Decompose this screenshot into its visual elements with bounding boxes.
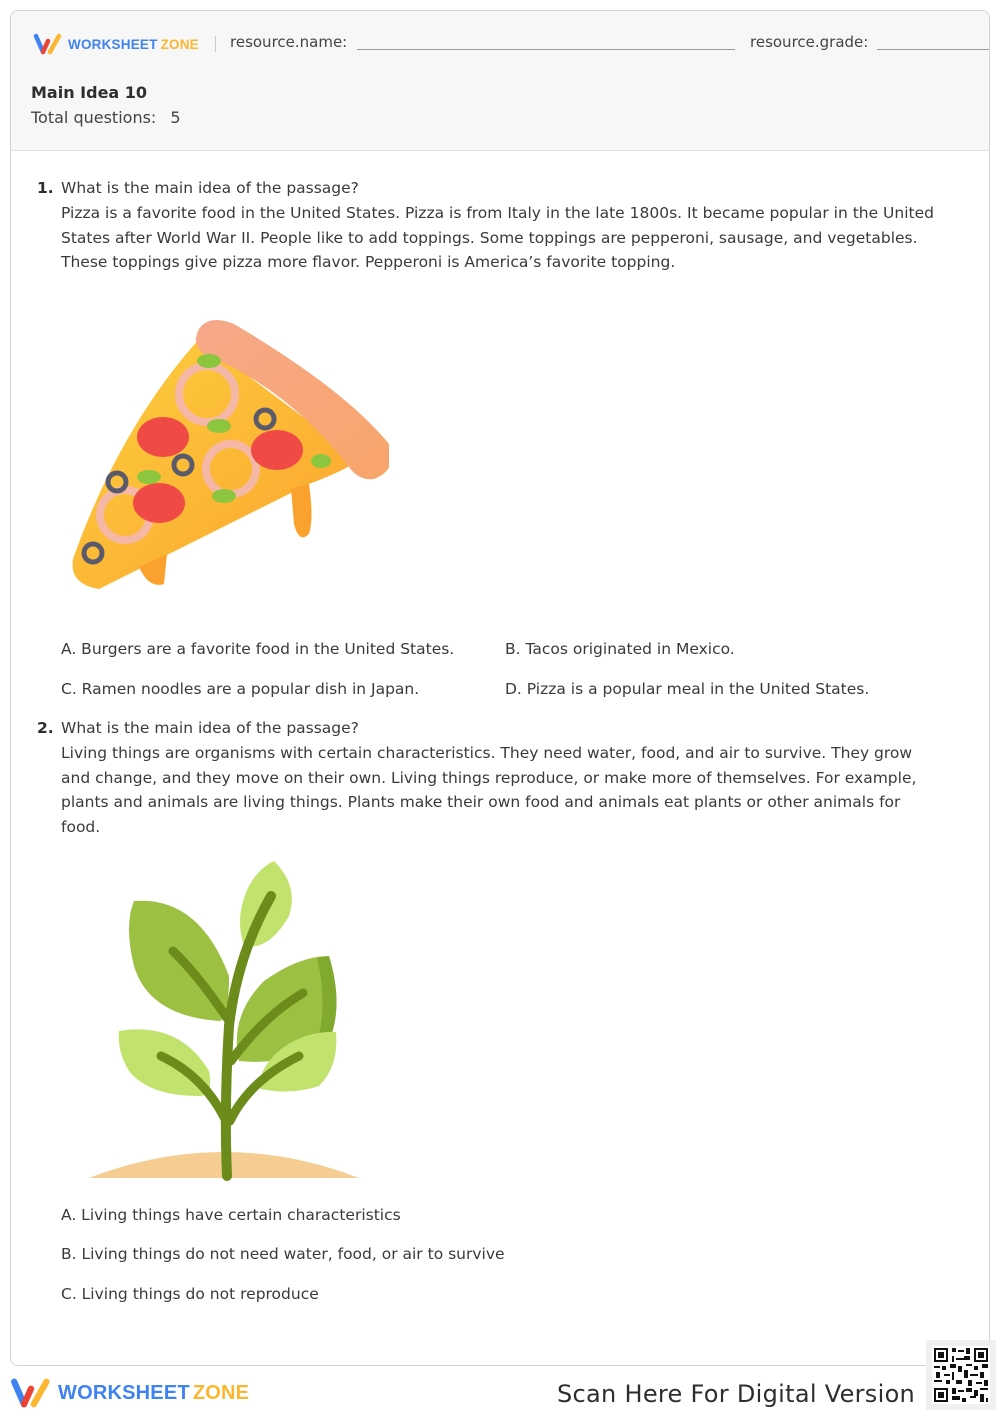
option-c[interactable]: C. Living things do not reproduce (61, 1285, 319, 1303)
plant-sprout-image (89, 856, 359, 1181)
option-a[interactable]: A. Burgers are a favorite food in the United States. (61, 640, 455, 658)
brand-wordmark: WORKSHEET ZONE (68, 36, 199, 52)
resource-grade-field[interactable] (877, 49, 990, 50)
option-b[interactable]: B. Living things do not need water, food, or air to survive (61, 1245, 505, 1263)
worksheetzone-logo-icon (33, 33, 63, 55)
scan-instruction: Scan Here For Digital Version (557, 1380, 916, 1408)
footer-brand-logo (10, 1377, 249, 1409)
option-b[interactable]: B. Tacos originated in Mexico. (505, 640, 735, 658)
resource-name-label: resource.name: (230, 33, 348, 51)
total-questions-value: 5 (170, 108, 181, 127)
pizza-slice-image (59, 309, 389, 594)
header-divider (215, 36, 216, 52)
worksheet-page (10, 10, 990, 1366)
option-d[interactable]: D. Pizza is a popular meal in the United States. (505, 680, 870, 698)
brand-wordmark: WORKSHEET ZONE (58, 1381, 250, 1404)
question-prompt: What is the main idea of the passage? (61, 179, 359, 197)
worksheet-header (11, 11, 989, 151)
resource-name-field[interactable] (357, 49, 735, 50)
worksheet-title: Main Idea 10 (31, 83, 148, 102)
question-passage: Living things are organisms with certain characteristics. They need water, food, and air to survive. They grow and change, and they move on their own. Living things reproduce, or make more of themselves. For example, plants and animals are living things. Plants make their own food and animals eat plants or other animals for food. (61, 744, 917, 837)
option-c[interactable]: C. Ramen noodles are a popular dish in Japan. (61, 680, 420, 698)
qr-code-icon[interactable] (926, 1340, 996, 1410)
question-number: 2. (37, 719, 54, 737)
resource-grade-label: resource.grade: (750, 33, 869, 51)
worksheetzone-logo-icon (10, 1377, 52, 1409)
brand-logo (33, 33, 231, 55)
question-number: 1. (37, 179, 54, 197)
option-a[interactable]: A. Living things have certain characteristics (61, 1206, 401, 1224)
question-passage: Pizza is a favorite food in the United States. Pizza is from Italy in the late 1800s. It became popular in the United States after World War II. People like to add toppings. Some toppings are pepperoni, sausage, and vegetables. These toppings give pizza more flavor. Pepperoni is America’s favorite topping. (61, 204, 934, 272)
total-questions (31, 108, 181, 127)
question-prompt: What is the main idea of the passage? (61, 719, 359, 737)
total-questions-label: Total questions: (31, 108, 157, 127)
